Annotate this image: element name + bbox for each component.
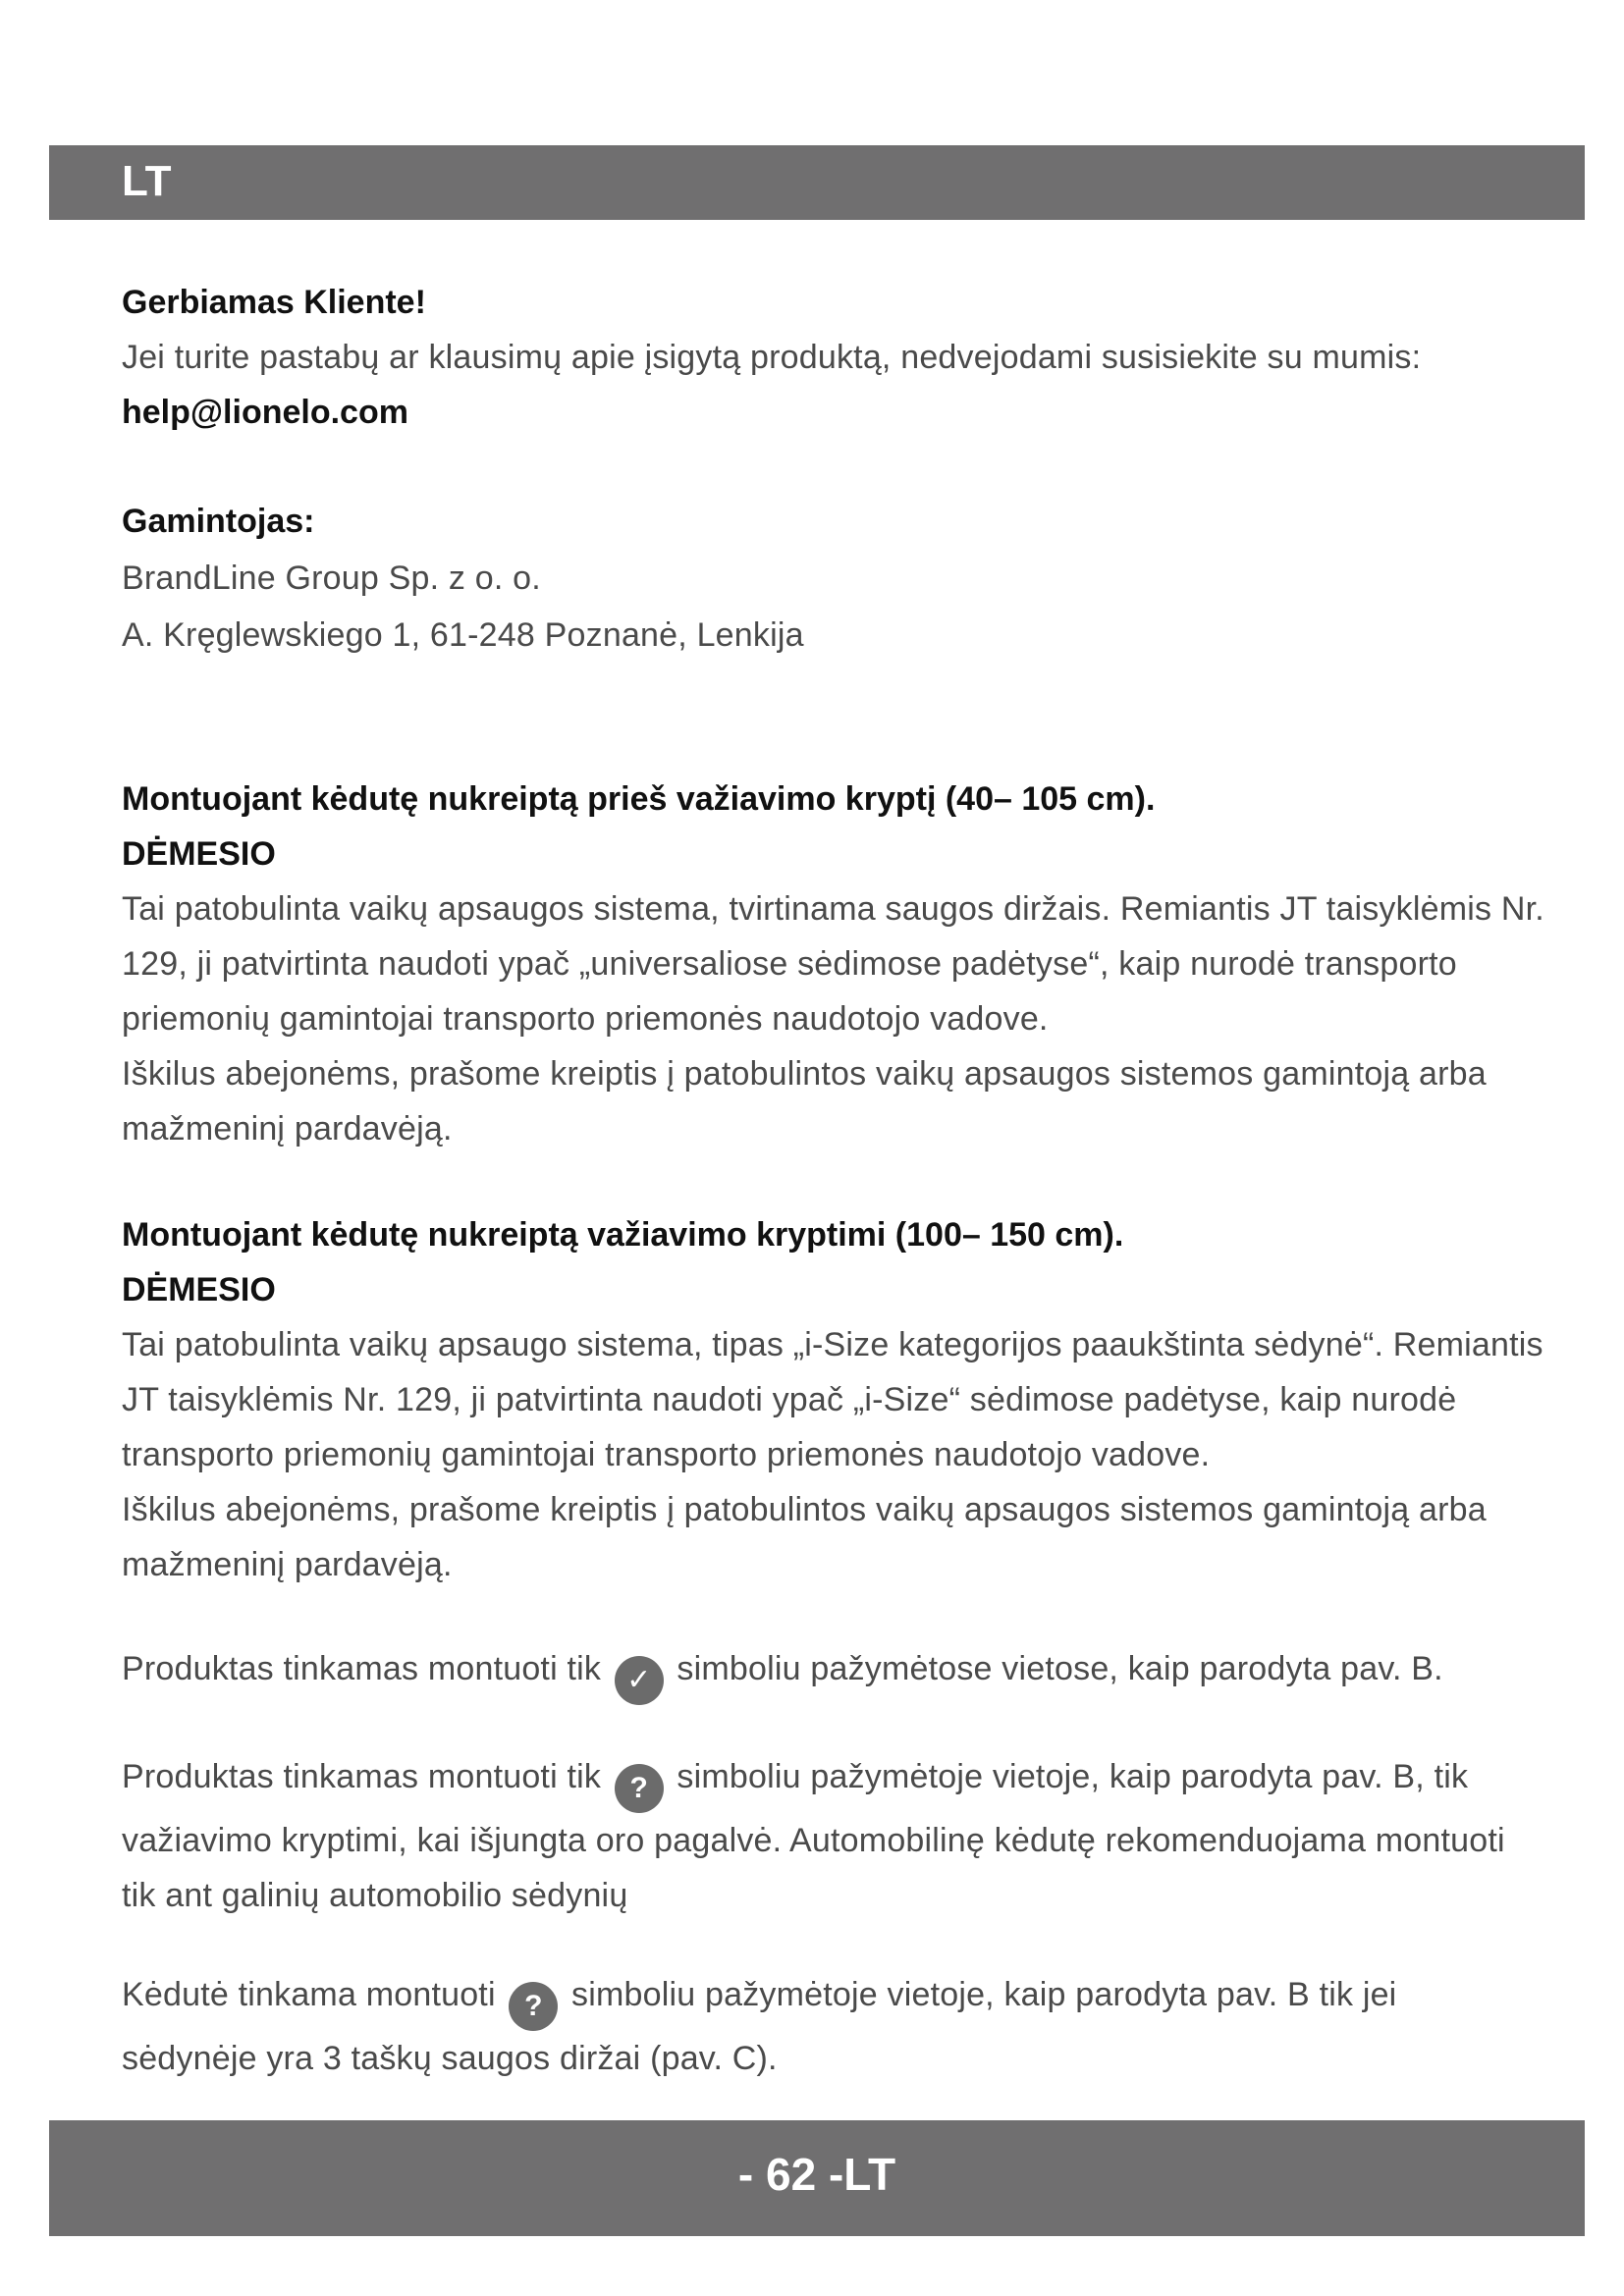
section-forward-facing [122, 1207, 1555, 1592]
note-text: Produktas tinkamas montuoti tik [122, 1758, 602, 1795]
section-title: Montuojant kėdutę nukreiptą važiavimo kryptimi (100– 150 cm). [122, 1216, 1124, 1254]
paragraph-line: JT taisyklėmis Nr. 129, ji patvirtinta naudoti ypač „i-Size“ sėdimose padėtyse, kaip nurodė [122, 1381, 1457, 1418]
section-rear-facing [122, 772, 1555, 1156]
paragraph-line: Tai patobulinta vaikų apsaugo sistema, tipas „i-Size kategorijos paaukštinta sėdynė“. Remiantis [122, 1326, 1543, 1363]
footer-bar [49, 2120, 1585, 2236]
manufacturer-address: A. Kręglewskiego 1, 61-248 Poznanė, Lenkija [122, 616, 804, 654]
question-circle-icon: ? [615, 1764, 664, 1813]
note-check-symbol [122, 1641, 1555, 1705]
manufacturer-label: Gamintojas: [122, 503, 315, 540]
paragraph-line: transporto priemonių gamintojai transporto priemonės naudotojo vadove. [122, 1436, 1211, 1473]
note-line: sėdynėje yra 3 taškų saugos diržai (pav. C). [122, 2040, 778, 2077]
note-text: Produktas tinkamas montuoti tik [122, 1650, 602, 1687]
paragraph-line: Tai patobulinta vaikų apsaugos sistema, tvirtinama saugos diržais. Remiantis JT taisyklėmis Nr. [122, 890, 1544, 928]
paragraph-line: priemonių gamintojai transporto priemonės naudotojo vadove. [122, 1000, 1049, 1038]
note-text: simboliu pažymėtoje vietoje, kaip parodyta pav. B, tik [677, 1758, 1469, 1795]
section-title: Montuojant kėdutę nukreiptą prieš važiavimo kryptį (40– 105 cm). [122, 780, 1156, 818]
paragraph-line: mažmeninį pardavėją. [122, 1546, 453, 1583]
manufacturer-section [122, 493, 1555, 664]
paragraph-line: mažmeninį pardavėją. [122, 1110, 453, 1148]
note-line: važiavimo kryptimi, kai išjungta oro pagalvė. Automobilinę kėdutę rekomenduojama montuoti [122, 1822, 1505, 1859]
paragraph-line: Iškilus abejonėms, prašome kreiptis į patobulintos vaikų apsaugos sistemos gamintoją arba [122, 1491, 1487, 1528]
attention-label: DĖMESIO [122, 835, 276, 873]
note-text: simboliu pažymėtose vietose, kaip parodyta pav. B. [677, 1650, 1443, 1687]
paragraph-line: Iškilus abejonėms, prašome kreiptis į patobulintos vaikų apsaugos sistemos gamintoją arba [122, 1055, 1487, 1093]
note-text: Kėdutė tinkama montuoti [122, 1976, 496, 2013]
greeting: Gerbiamas Kliente! [122, 284, 426, 321]
contact-email[interactable]: help@lionelo.com [122, 394, 408, 431]
manufacturer-name: BrandLine Group Sp. z o. o. [122, 560, 541, 597]
note-text: simboliu pažymėtoje vietoje, kaip parodyta pav. B tik jei [571, 1976, 1397, 2013]
contact-text: Jei turite pastabų ar klausimų apie įsigytą produktą, nedvejodami susisiekite su mumis: [122, 339, 1422, 376]
attention-label: DĖMESIO [122, 1271, 276, 1308]
note-question-symbol-1 [122, 1749, 1555, 1923]
page-number: - 62 -LT [737, 2149, 896, 2200]
note-line: tik ant galinių automobilio sėdynių [122, 1877, 628, 1914]
language-label: LT [122, 157, 172, 205]
note-question-symbol-2 [122, 1967, 1555, 2086]
question-circle-icon: ? [509, 1982, 558, 2031]
header-bar [49, 145, 1585, 220]
contact-section [122, 275, 1555, 440]
check-circle-icon: ✓ [615, 1656, 664, 1705]
paragraph-line: 129, ji patvirtinta naudoti ypač „universaliose sėdimose padėtyse“, kaip nurodė transporto [122, 945, 1457, 983]
